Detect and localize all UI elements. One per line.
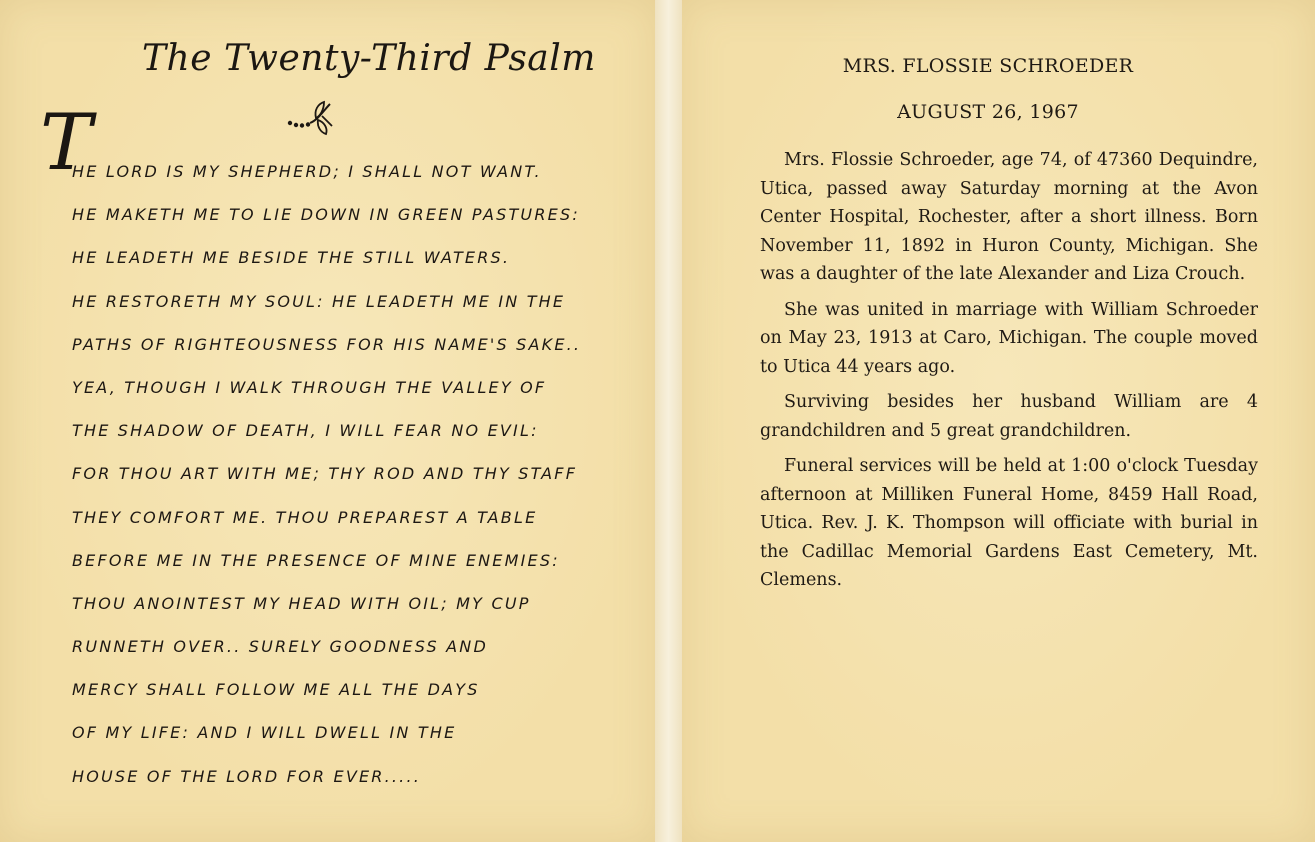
psalm-line: HE RESTORETH MY SOUL: HE LEADETH ME IN THE bbox=[72, 291, 566, 311]
obituary-paragraph: Funeral services will be held at 1:00 o'clock Tuesday afternoon at Milliken Funeral Home, 8459 Hall Road, Utica. Rev. J. K. Thompson will officiate with burial in the Cadillac Memorial Gardens East Cemetery, Mt. Clemens. bbox=[760, 456, 1258, 590]
floral-ornament-icon bbox=[284, 96, 344, 136]
psalm-line: HE LEADETH ME BESIDE THE STILL WATERS. bbox=[72, 248, 511, 268]
psalm-line: OF MY LIFE: AND I WILL DWELL IN THE bbox=[72, 723, 457, 743]
obituary-name: MRS. FLOSSIE SCHROEDER bbox=[842, 55, 1134, 77]
psalm-page bbox=[0, 0, 655, 842]
page-gutter bbox=[655, 0, 682, 842]
psalm-line: FOR THOU ART WITH ME; THY ROD AND THY STAFF bbox=[72, 464, 578, 484]
psalm-line: MERCY SHALL FOLLOW ME ALL THE DAYS bbox=[72, 680, 480, 700]
psalm-line: THE SHADOW OF DEATH, I WILL FEAR NO EVIL: bbox=[72, 421, 539, 441]
obituary-paragraph: She was united in marriage with William Schroeder on May 23, 1913 at Caro, Michigan. The couple moved to Utica 44 years ago. bbox=[760, 299, 1258, 377]
psalm-line: HE LORD IS MY SHEPHERD; I SHALL NOT WANT. bbox=[72, 162, 542, 181]
drop-cap: T bbox=[40, 98, 93, 188]
psalm-line: HE MAKETH ME TO LIE DOWN IN GREEN PASTURES: bbox=[72, 205, 580, 225]
psalm-line: PATHS OF RIGHTEOUSNESS FOR HIS NAME'S SAKE.. bbox=[72, 334, 582, 354]
psalm-line: THEY COMFORT ME. THOU PREPAREST A TABLE bbox=[72, 507, 538, 527]
psalm-line: RUNNETH OVER.. SURELY GOODNESS AND bbox=[72, 637, 488, 657]
psalm-title: The Twenty-Third Psalm bbox=[142, 38, 596, 79]
psalm-line: YEA, THOUGH I WALK THROUGH THE VALLEY OF bbox=[72, 377, 547, 397]
psalm-line: BEFORE ME IN THE PRESENCE OF MINE ENEMIES: bbox=[72, 550, 560, 570]
obituary-body bbox=[760, 146, 1258, 602]
obituary-date: AUGUST 26, 1967 bbox=[897, 101, 1079, 123]
psalm-text bbox=[72, 150, 592, 798]
psalm-line: THOU ANOINTEST MY HEAD WITH OIL; MY CUP bbox=[72, 593, 531, 613]
obituary-paragraph: Mrs. Flossie Schroeder, age 74, of 47360 Dequindre, Utica, passed away Saturday morning at the Avon Center Hospital, Rochester, after a short illness. Born November 11, 1892 in Huron County, Michigan. She was a daughter of the late Alexander and Liza Crouch. bbox=[760, 150, 1258, 284]
psalm-line: HOUSE OF THE LORD FOR EVER..... bbox=[72, 766, 422, 786]
obituary-paragraph: Surviving besides her husband William are 4 grandchildren and 5 great grandchildren. bbox=[760, 392, 1258, 441]
